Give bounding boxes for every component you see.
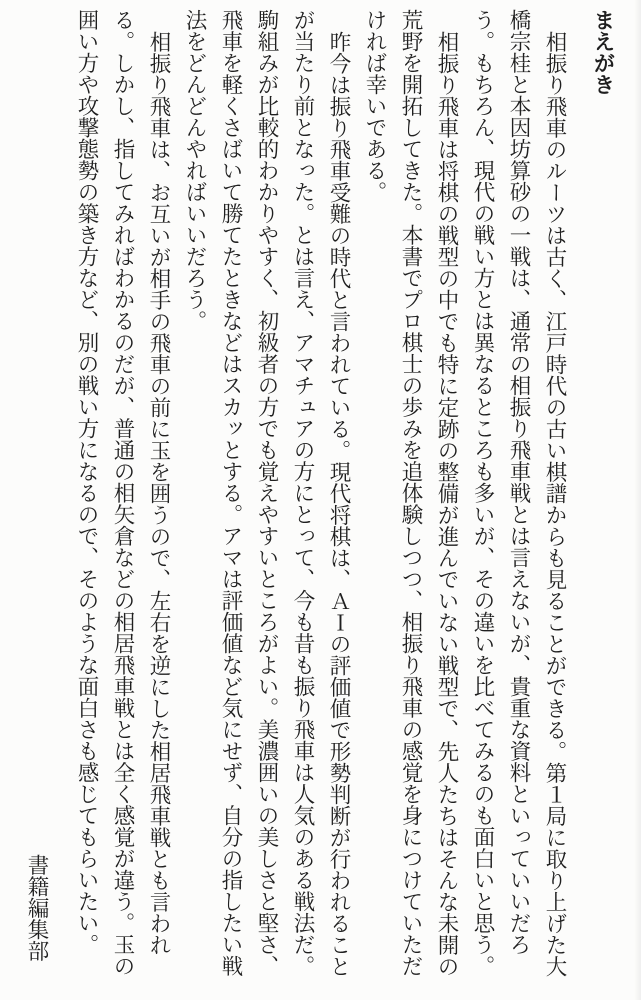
scan-edge-shadow xyxy=(634,0,641,1000)
preface-paragraph-4: 相振り飛車は、お互いが相手の飛車の前に玉を囲うので、左右を逆にした相居飛車戦とも言われる。しかし、指してみればわかるのだが、普通の相矢倉などの相居飛車戦とは全く感覚が違う。玉の囲い方や攻撃態勢の築き方など、別の戦い方になるので、そのような面白さも感じてもらいたい。 xyxy=(74,9,171,977)
editorial-signature: 書籍編集部 xyxy=(24,853,49,961)
preface-paragraph-3: 昨今は振り飛車受難の時代と言われている。現代将棋は、ＡＩの評価値で形勢判断が行われることが当たり前となった。とは言え、アマチュアの方にとって、今も昔も振り飛車は人気のある戦法だ。駒組みが比較的わかりやすく、初級者の方でも覚えやすいところがよい。美濃囲いの美しさと堅さ、飛車を軽くさばいて勝てたときなどはスカッとする。アマは評価値など気にせず、自分の指したい戦法をどんどんやればいいだろう。 xyxy=(182,9,351,977)
vertical-text-block xyxy=(10,9,620,991)
preface-title: まえがき xyxy=(590,9,615,95)
preface-paragraph-1: 相振り飛車のルーツは古く、江戸時代の古い棋譜からも見ることができる。第１局に取り上げた大橋宗桂と本因坊算砂の一戦は、通常の相振り飛車戦とは言えないが、貴重な資料といっていいだろう。もちろん、現代の戦い方とは異なるところも多いが、その違いを比べてみるのも面白いと思う。 xyxy=(470,9,567,977)
preface-paragraph-2: 相振り飛車は将棋の戦型の中でも特に定跡の整備が進んでいない戦型で、先人たちはそんな未開の荒野を開拓してきた。本書でプロ棋士の歩みを追体験しつつ、相振り飛車の感覚を身につけていただければ幸いである。 xyxy=(362,9,459,977)
